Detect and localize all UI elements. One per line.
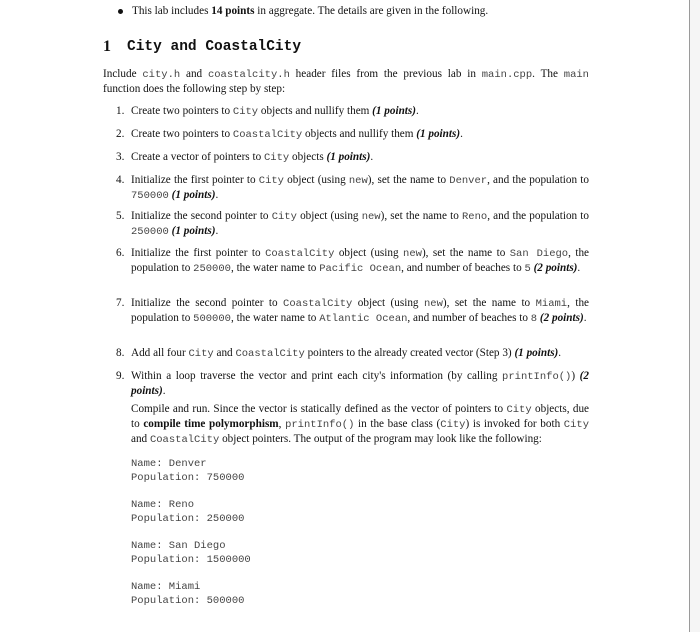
output-block xyxy=(131,498,244,526)
page-edge xyxy=(689,0,700,632)
output-population: Population: 750000 xyxy=(131,472,245,484)
output-block xyxy=(131,539,251,567)
output-population: Population: 1500000 xyxy=(131,554,251,566)
output-block xyxy=(131,457,244,485)
total-points: 14 points xyxy=(211,5,255,17)
section-title: City and CoastalCity xyxy=(127,39,302,55)
output-name: Name: San Diego xyxy=(131,540,226,552)
bullet-text: This lab includes 14 points in aggregate. The details are given in the following. xyxy=(132,5,489,17)
compile-paragraph: Compile and run. Since the vector is statically defined as the vector of pointers to City objects, due to compile time polymorphism, printInfo() in the base class (City) is invoked for both City and CoastalCity object pointers. The output of the program may look like the following: xyxy=(131,403,590,446)
output-name: Name: Miami xyxy=(131,581,201,593)
intro-paragraph: Include city.h and coastalcity.h header files from the previous lab in main.cpp. The main function does the following step by step: xyxy=(103,68,589,95)
output-block xyxy=(131,580,244,608)
output-population: Population: 250000 xyxy=(131,513,245,525)
output-name: Name: Reno xyxy=(131,499,195,511)
output-population: Population: 500000 xyxy=(131,595,245,607)
output-name: Name: Denver xyxy=(131,458,207,470)
section-number: 1 xyxy=(103,38,111,55)
bullet-dot xyxy=(118,9,123,14)
document-page: This lab includes 14 points in aggregate. The details are given in the following. 1 City and CoastalCity Include city.h and coastalcity.h header files from the previous lab in main.cpp. The main function does the following step by step: 1. Create two pointers to City objects and nullify them (1 points). 2. Create two pointers to CoastalCity objects and nullify them (1 points). 3. Create a vector of pointers to City objects (1 points). 4. Initialize the first pointer to City object (using new), set the name to Denver, and the population to 750000 (1 points). 5. Initialize the second pointer to City object (using new), set the name to Reno, and the population to 250000 (1 points). 6. Initialize the first pointer to CoastalCity object (using new), set the name to San Diego, the population to 250000, the water name to Pacific Ocean, and number of beaches to 5 (2 points). 7. Initialize the second pointer to CoastalCity object (using new), set the name to Miami, the population to 500000, the water name to Atlantic Ocean, and number of beaches to 8 (2 points). 8. Add all four City and CoastalCity pointers to the already created vector (Step 3) (1 points). 9. Within a loop traverse the vector and print each city's information (by calling printInfo()) (2 points). Compile and run. Since the vector is statically defined as the vector of pointers to City objects, due to compile time polymorphism, printInfo() in the base class (City) is invoked for both City and CoastalCity object pointers. The output of the program may look like the following: Name: Denver Population: 750000 Name: Reno Population: 250000 Name: San Diego Population: 1500000 Name: Miami Population: 500000 xyxy=(0,0,690,632)
